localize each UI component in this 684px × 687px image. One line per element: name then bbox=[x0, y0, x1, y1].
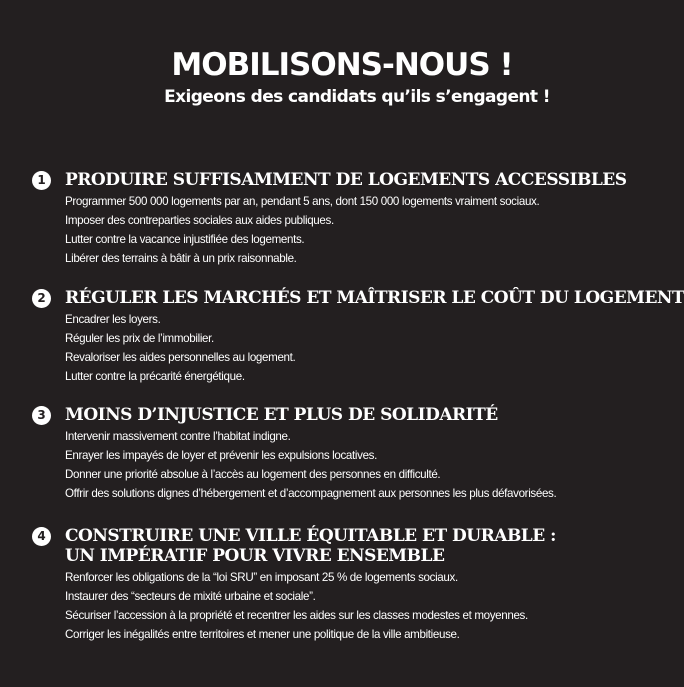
section-items bbox=[32, 568, 680, 644]
list-item: Programmer 500 000 logements par an, pendant 5 ans, dont 150 000 logements vraiment sociaux. bbox=[65, 195, 540, 208]
section-2 bbox=[32, 288, 684, 386]
section-header bbox=[32, 170, 680, 192]
section-heading: MOINS D’INJUSTICE ET PLUS DE SOLIDARITÉ bbox=[65, 405, 498, 425]
page-title: MOBILISONS-NOUS ! bbox=[171, 47, 513, 83]
section-heading: RÉGULER LES MARCHÉS ET MAÎTRISER LE COÛT DU LOGEMENT bbox=[65, 288, 684, 308]
section-header bbox=[32, 405, 680, 427]
list-item: Réguler les prix de l’immobilier. bbox=[65, 332, 214, 345]
list-item: Enrayer les impayés de loyer et prévenir les expulsions locatives. bbox=[65, 449, 377, 462]
list-item: Instaurer des “secteurs de mixité urbaine et sociale”. bbox=[65, 590, 316, 603]
section-1 bbox=[32, 170, 680, 268]
list-item: Revaloriser les aides personnelles au logement. bbox=[65, 351, 296, 364]
section-items bbox=[32, 427, 680, 503]
list-item: Encadrer les loyers. bbox=[65, 313, 161, 326]
section-header bbox=[32, 288, 684, 310]
list-item: Lutter contre la précarité énergétique. bbox=[65, 370, 245, 383]
number-badge: 2 bbox=[32, 289, 51, 308]
list-item: Sécuriser l’accession à la propriété et recentrer les aides sur les classes modestes et moyennes. bbox=[65, 609, 528, 622]
list-item: Offrir des solutions dignes d’hébergement et d’accompagnement aux personnes les plus défavorisées. bbox=[65, 487, 557, 500]
section-items bbox=[32, 192, 680, 268]
section-heading-line2: UN IMPÉRATIF POUR VIVRE ENSEMBLE bbox=[65, 546, 445, 566]
page-subtitle: Exigeons des candidats qu’ils s’engagent ! bbox=[164, 87, 550, 107]
section-heading: PRODUIRE SUFFISAMMENT DE LOGEMENTS ACCESSIBLES bbox=[65, 170, 627, 190]
section-header bbox=[32, 526, 680, 568]
list-item: Libérer des terrains à bâtir à un prix raisonnable. bbox=[65, 252, 297, 265]
section-3 bbox=[32, 405, 680, 503]
section-4 bbox=[32, 526, 680, 644]
number-badge: 4 bbox=[32, 527, 51, 546]
list-item: Corriger les inégalités entre territoires et mener une politique de la ville ambitieuse. bbox=[65, 628, 460, 641]
number-badge: 1 bbox=[32, 171, 51, 190]
list-item: Intervenir massivement contre l’habitat indigne. bbox=[65, 430, 291, 443]
poster-header bbox=[0, 46, 684, 108]
section-heading: CONSTRUIRE UNE VILLE ÉQUITABLE ET DURABLE : bbox=[65, 526, 556, 546]
list-item: Renforcer les obligations de la “loi SRU” en imposant 25 % de logements sociaux. bbox=[65, 571, 458, 584]
list-item: Donner une priorité absolue à l’accès au logement des personnes en difficulté. bbox=[65, 468, 441, 481]
section-items bbox=[32, 310, 680, 386]
number-badge: 3 bbox=[32, 406, 51, 425]
list-item: Lutter contre la vacance injustifiée des logements. bbox=[65, 233, 305, 246]
list-item: Imposer des contreparties sociales aux aides publiques. bbox=[65, 214, 334, 227]
